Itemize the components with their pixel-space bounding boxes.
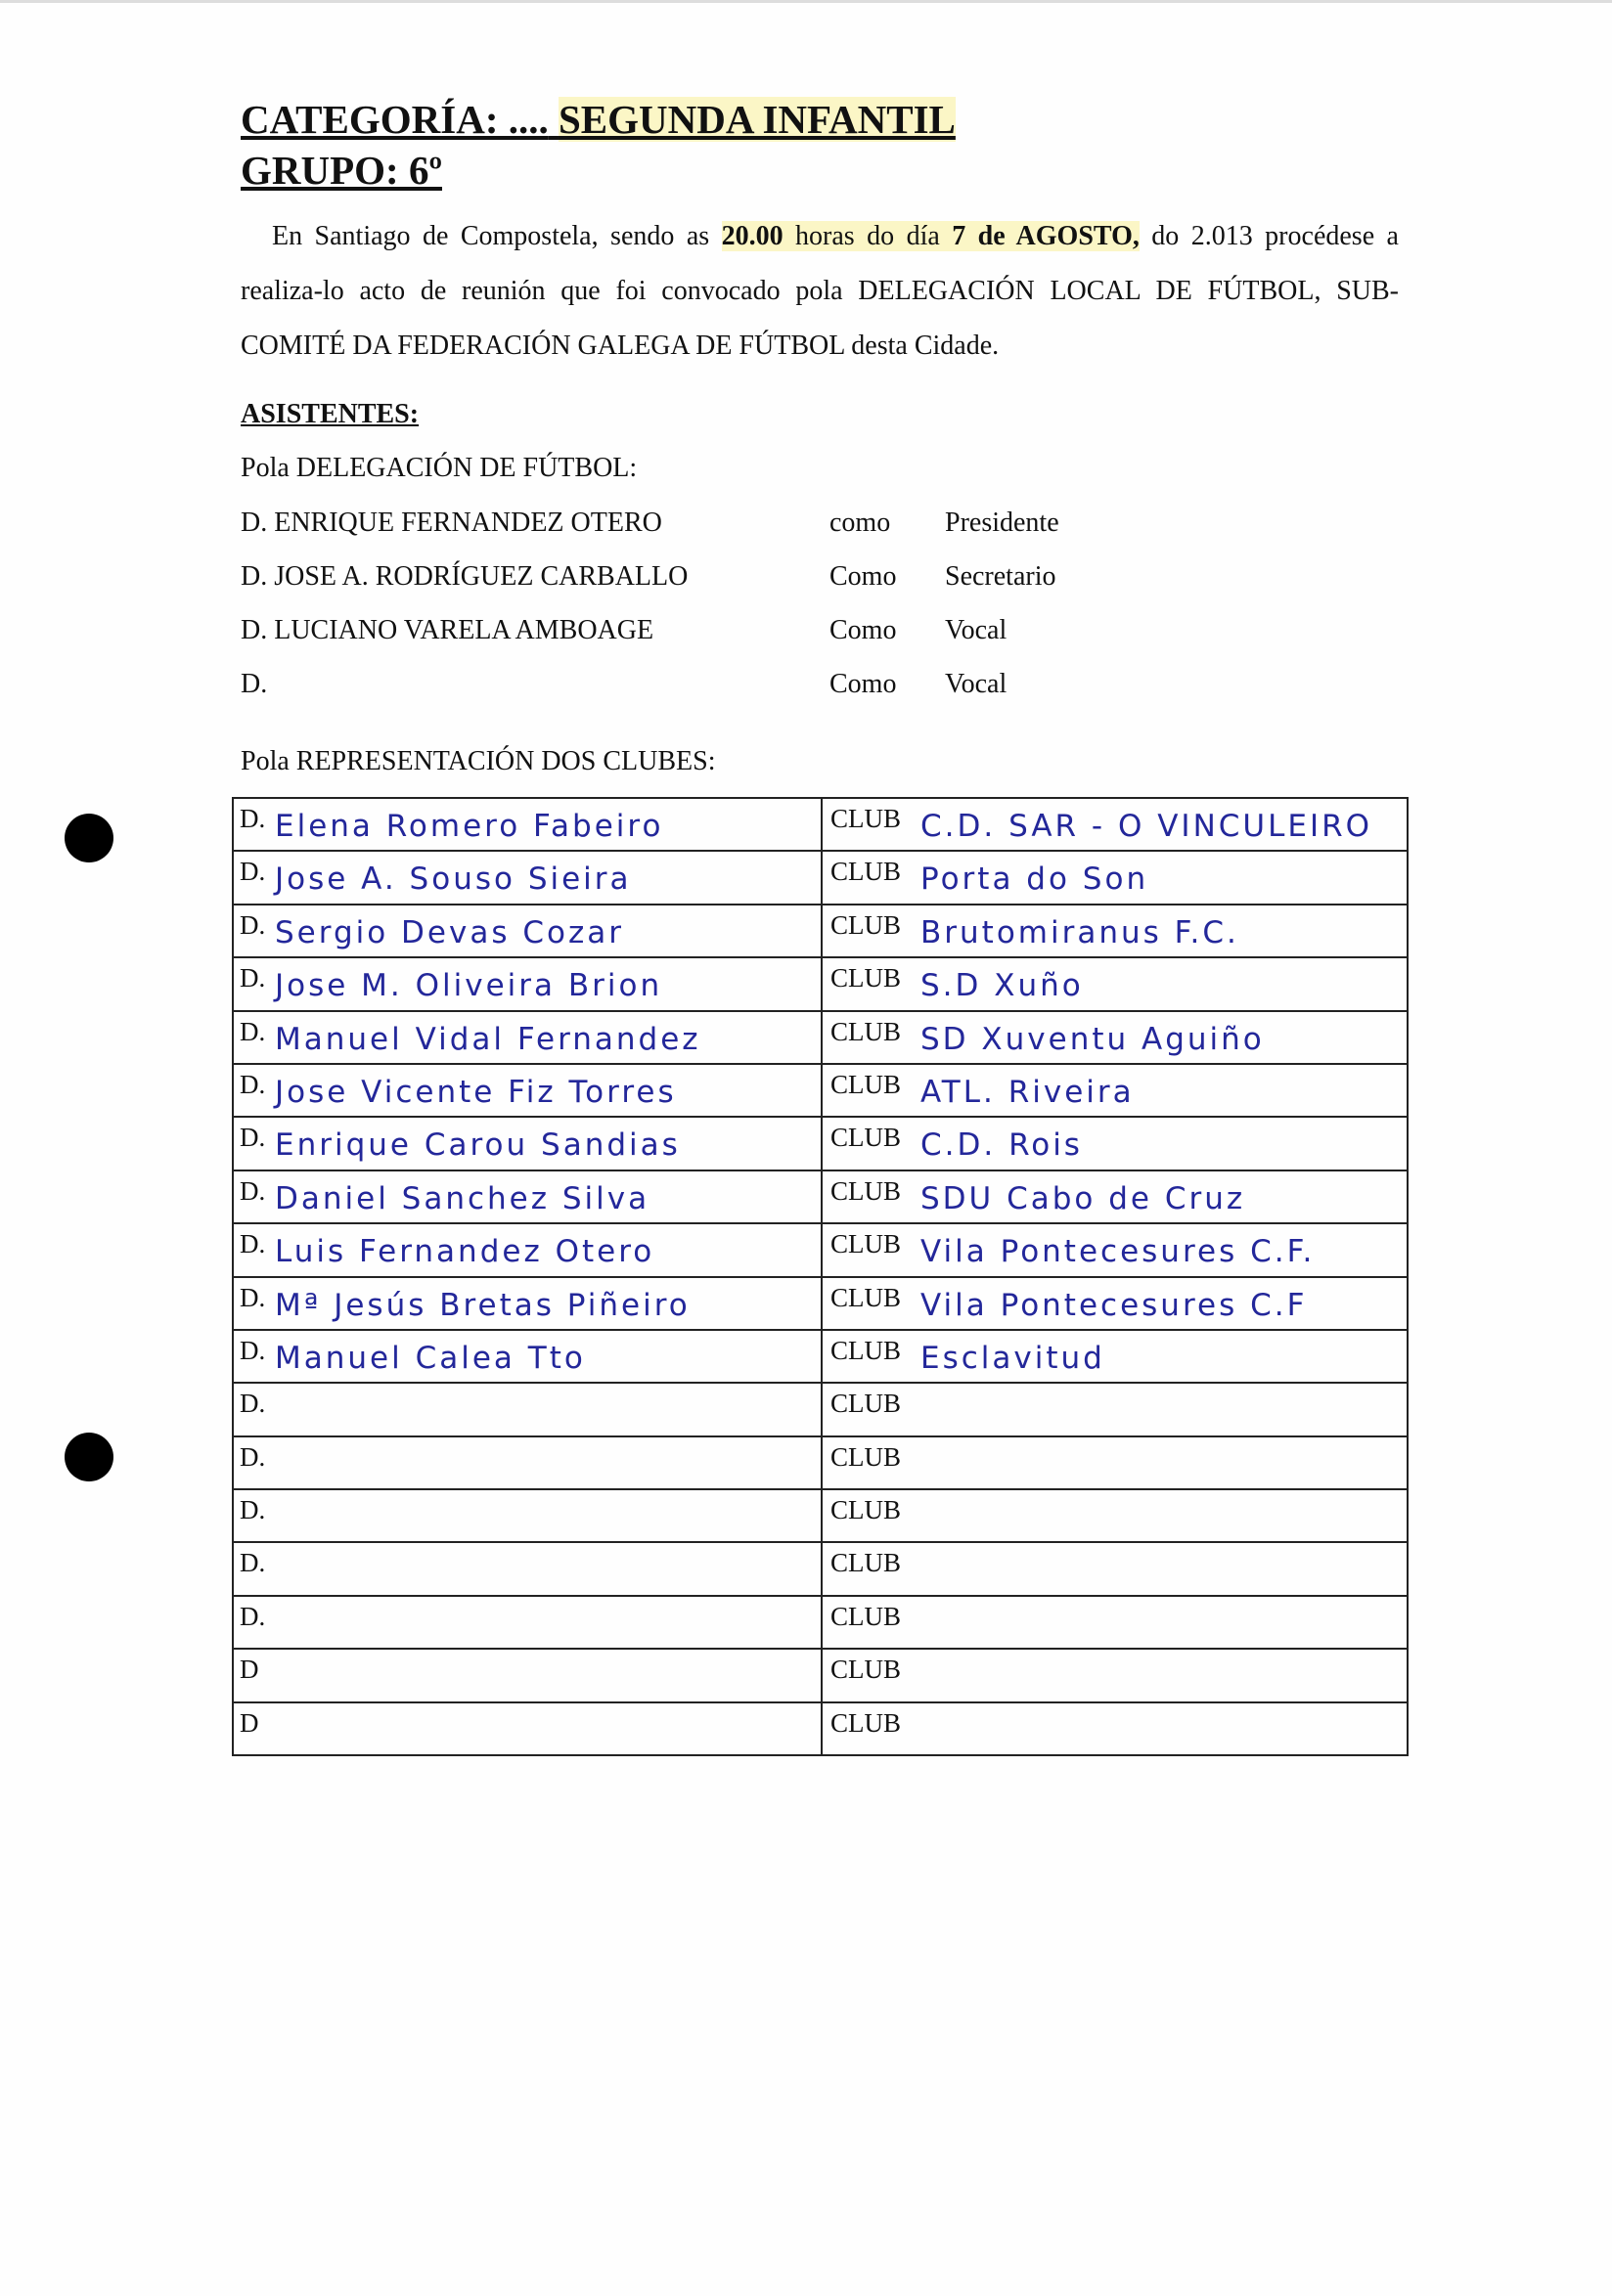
club-cell [822, 905, 1408, 957]
rep-prefix: D. [240, 1389, 266, 1419]
club-cell [822, 1223, 1408, 1276]
club-label: CLUB [830, 1495, 902, 1525]
club-label: CLUB [830, 1548, 902, 1578]
rep-prefix: D. [240, 1601, 266, 1631]
punch-hole [65, 814, 113, 862]
table-row [233, 1649, 1408, 1701]
rep-cell [233, 1277, 822, 1330]
rep-prefix: D. [240, 1229, 266, 1259]
member-como: Como [829, 561, 897, 592]
rep-cell [233, 1383, 822, 1435]
club-label: CLUB [830, 1707, 902, 1738]
rep-cell [233, 1489, 822, 1542]
delegacion-member [241, 561, 1121, 600]
club-label: CLUB [830, 1389, 902, 1419]
club-label: CLUB [830, 909, 902, 940]
club-label: CLUB [830, 1016, 902, 1046]
table-row [233, 957, 1408, 1010]
club-cell [822, 1170, 1408, 1223]
table-row [233, 1223, 1408, 1276]
rep-prefix: D. [240, 1069, 266, 1099]
club-name-handwritten: SDU Cabo de Cruz [920, 1180, 1246, 1216]
categoria-heading [241, 96, 956, 143]
member-como: Como [829, 615, 897, 645]
table-row [233, 1011, 1408, 1064]
club-label: CLUB [830, 857, 902, 887]
rep-prefix: D [240, 1655, 259, 1685]
rep-cell [233, 1702, 822, 1755]
rep-prefix: D. [240, 1548, 266, 1578]
rep-cell [233, 1223, 822, 1276]
table-row [233, 1330, 1408, 1383]
club-cell [822, 1011, 1408, 1064]
table-row [233, 851, 1408, 904]
meeting-date: 7 de AGOSTO, [952, 221, 1140, 251]
club-name-handwritten: S.D Xuño [920, 968, 1084, 1004]
rep-cell [233, 1596, 822, 1649]
club-cell [822, 1702, 1408, 1755]
club-label: CLUB [830, 1069, 902, 1099]
club-label: CLUB [830, 1175, 902, 1206]
intro-text: En Santiago de Compostela, sendo as [272, 221, 722, 251]
club-cell [822, 1596, 1408, 1649]
table-row [233, 905, 1408, 957]
rep-prefix: D. [240, 963, 266, 993]
club-name-handwritten: Esclavitud [920, 1340, 1105, 1376]
rep-cell [233, 1330, 822, 1383]
page-edge [0, 0, 1612, 3]
rep-name-handwritten: Elena Romero Fabeiro [275, 809, 664, 844]
intro-text: do 2.013 procédese a realiza-lo acto de reunión que foi convocado pola DELEGACIÓN LOCAL DE FÚTBOL, SUB-COMITÉ DA FEDERACIÓN GALEGA DE FÚTBOL desta Cidade. [241, 221, 1399, 361]
categoria-value: SEGUNDA INFANTIL [558, 97, 956, 142]
rep-prefix: D. [240, 1123, 266, 1153]
club-cell [822, 851, 1408, 904]
table-row [233, 1383, 1408, 1435]
rep-prefix: D. [240, 857, 266, 887]
club-label: CLUB [830, 1123, 902, 1153]
rep-cell [233, 1064, 822, 1117]
table-row [233, 1170, 1408, 1223]
club-cell [822, 957, 1408, 1010]
club-cell [822, 1542, 1408, 1595]
table-row [233, 1064, 1408, 1117]
club-cell [822, 1649, 1408, 1701]
club-cell [822, 1330, 1408, 1383]
table-row [233, 1702, 1408, 1755]
meeting-time: 20.00 [721, 221, 784, 251]
member-name: D. [241, 669, 268, 699]
member-name: D. ENRIQUE FERNANDEZ OTERO [241, 508, 662, 538]
rep-cell [233, 1170, 822, 1223]
rep-cell [233, 1117, 822, 1170]
table-row [233, 1277, 1408, 1330]
rep-name-handwritten: Sergio Devas Cozar [275, 914, 624, 950]
rep-prefix: D. [240, 1016, 266, 1046]
club-label: CLUB [830, 1335, 902, 1365]
categoria-label: CATEGORÍA: .... [241, 97, 549, 142]
club-label: CLUB [830, 1282, 902, 1312]
member-name: D. LUCIANO VARELA AMBOAGE [241, 615, 654, 645]
club-cell [822, 1489, 1408, 1542]
rep-cell [233, 798, 822, 851]
rep-prefix: D. [240, 1495, 266, 1525]
rep-prefix: D. [240, 1282, 266, 1312]
rep-prefix: D [240, 1707, 259, 1738]
member-role: Vocal [945, 615, 1008, 645]
club-name-handwritten: C.D. Rois [920, 1127, 1083, 1164]
club-cell [822, 1117, 1408, 1170]
table-row [233, 798, 1408, 851]
intro-text: horas do día [783, 221, 953, 251]
member-role: Secretario [945, 561, 1056, 592]
rep-name-handwritten: Mª Jesús Bretas Piñeiro [275, 1287, 691, 1323]
rep-prefix: D. [240, 1441, 266, 1472]
club-label: CLUB [830, 1655, 902, 1685]
club-name-handwritten: ATL. Riveira [920, 1074, 1135, 1110]
punch-hole [65, 1433, 113, 1481]
club-cell [822, 1277, 1408, 1330]
rep-name-handwritten: Manuel Vidal Fernandez [275, 1021, 701, 1057]
member-como: como [829, 508, 891, 538]
intro-paragraph [241, 209, 1399, 374]
club-label: CLUB [830, 1601, 902, 1631]
rep-cell [233, 905, 822, 957]
member-role: Vocal [945, 669, 1008, 699]
rep-prefix: D. [240, 1335, 266, 1365]
club-name-handwritten: Porta do Son [920, 861, 1149, 898]
clubs-table [232, 797, 1409, 1756]
clubes-heading: Pola REPRESENTACIÓN DOS CLUBES: [241, 746, 716, 776]
asistentes-heading: ASISTENTES: [241, 399, 420, 429]
table-row [233, 1436, 1408, 1489]
club-name-handwritten: C.D. SAR - O VINCULEIRO [920, 809, 1373, 844]
rep-name-handwritten: Daniel Sanchez Silva [275, 1180, 650, 1216]
delegacion-heading: Pola DELEGACIÓN DE FÚTBOL: [241, 453, 638, 483]
table-row [233, 1596, 1408, 1649]
table-row [233, 1489, 1408, 1542]
club-name-handwritten: Vila Pontecesures C.F [920, 1287, 1308, 1323]
rep-name-handwritten: Jose M. Oliveira Brion [275, 968, 663, 1004]
rep-cell [233, 851, 822, 904]
table-row [233, 1542, 1408, 1595]
rep-cell [233, 1011, 822, 1064]
rep-name-handwritten: Luis Fernandez Otero [275, 1234, 655, 1270]
rep-prefix: D. [240, 909, 266, 940]
club-label: CLUB [830, 963, 902, 993]
club-name-handwritten: Vila Pontecesures C.F. [920, 1234, 1316, 1270]
club-label: CLUB [830, 1229, 902, 1259]
rep-prefix: D. [240, 1175, 266, 1206]
rep-prefix: D. [240, 804, 266, 833]
member-como: Como [829, 669, 897, 699]
club-cell [822, 798, 1408, 851]
delegacion-member [241, 615, 1121, 654]
table-row [233, 1117, 1408, 1170]
club-cell [822, 1436, 1408, 1489]
club-name-handwritten: SD Xuventu Aguiño [920, 1021, 1265, 1057]
member-role: Presidente [945, 508, 1059, 538]
rep-name-handwritten: Enrique Carou Sandias [275, 1127, 681, 1164]
rep-cell [233, 1542, 822, 1595]
club-name-handwritten: Brutomiranus F.C. [920, 914, 1239, 950]
delegacion-member [241, 669, 1121, 708]
club-cell [822, 1064, 1408, 1117]
rep-name-handwritten: Jose Vicente Fiz Torres [275, 1074, 677, 1110]
grupo-heading: GRUPO: 6º [241, 148, 442, 193]
club-label: CLUB [830, 1441, 902, 1472]
club-label: CLUB [830, 804, 902, 833]
club-cell [822, 1383, 1408, 1435]
member-name: D. JOSE A. RODRÍGUEZ CARBALLO [241, 561, 689, 592]
rep-name-handwritten: Manuel Calea Tto [275, 1340, 586, 1376]
rep-name-handwritten: Jose A. Souso Sieira [275, 861, 632, 898]
rep-cell [233, 957, 822, 1010]
delegacion-member [241, 508, 1121, 547]
rep-cell [233, 1436, 822, 1489]
rep-cell [233, 1649, 822, 1701]
